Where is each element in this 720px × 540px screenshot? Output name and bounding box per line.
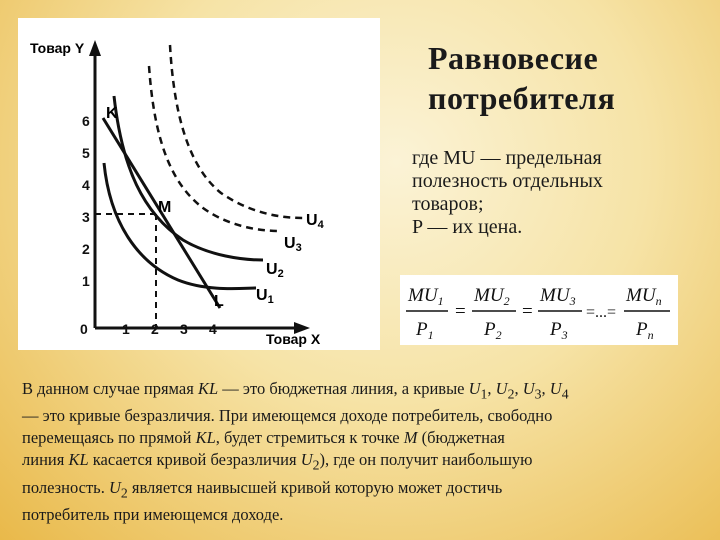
eq-sign-1: = [455, 301, 466, 322]
bottom-line-3: перемещаясь по прямой KL, будет стремиться к точке M (бюджетная [22, 428, 505, 448]
frac3-numerator: $MU_3$ [540, 285, 576, 308]
origin-label: 0 [80, 321, 88, 337]
curve-u1-label: U1 [256, 287, 274, 306]
explanation-paragraph [22, 378, 712, 526]
x-tick-3: 3 [180, 321, 188, 337]
title-line-1: Равновесие [428, 40, 599, 76]
frac1-denominator: $P_1$ [416, 319, 434, 342]
curve-u4 [170, 45, 303, 218]
eq-dots: =...= [586, 304, 617, 321]
frac2-denominator: $P_2$ [484, 319, 502, 342]
description-text [412, 147, 712, 239]
point-k-label: K [106, 105, 118, 122]
x-tick-1: 1 [122, 321, 130, 337]
graph-svg [18, 18, 380, 350]
frac3-denominator: $P_3$ [550, 319, 568, 342]
y-tick-6: 6 [82, 113, 90, 129]
desc-line-1: где MU — предельная [412, 147, 602, 169]
bottom-line-2: — это кривые безразличия. При имеющемся доходе потребитель, свободно [22, 406, 553, 426]
point-l-label: L [214, 293, 224, 310]
fracn-numerator: $MU_n$ [626, 285, 662, 308]
x-tick-4: 4 [209, 321, 217, 337]
curve-u3-label: U3 [284, 235, 302, 254]
bottom-line-6: потребитель при имеющемся доходе. [22, 504, 284, 524]
indifference-curve-graph [18, 18, 380, 350]
equilibrium-formula [400, 275, 678, 345]
x-tick-2: 2 [151, 321, 159, 337]
y-tick-5: 5 [82, 145, 90, 161]
curve-u2 [114, 96, 263, 260]
curve-u2-label: U2 [266, 261, 284, 280]
formula-svg [400, 275, 678, 345]
y-tick-3: 3 [82, 209, 90, 225]
y-tick-2: 2 [82, 241, 90, 257]
x-axis-label: Товар X [266, 331, 321, 347]
bottom-line-1: В данном случае прямая KL — это бюджетная линия, а кривые $U_1$, $U_2$, $U_3$, $U_4$ [22, 379, 569, 402]
y-axis-label: Товар Y [30, 40, 85, 56]
slide-title [428, 38, 708, 118]
point-m-label: M [158, 199, 172, 216]
frac1-numerator: $MU_1$ [408, 285, 444, 308]
desc-line-3: товаров; [412, 193, 484, 215]
y-tick-1: 1 [82, 273, 90, 289]
bottom-line-5: полезность. $U_2$ является наивысшей кривой которую может достичь [22, 477, 503, 500]
y-axis-arrow [89, 40, 101, 56]
curve-u4-label: U4 [306, 212, 324, 231]
title-line-2: потребителя [428, 80, 616, 116]
frac2-numerator: $MU_2$ [474, 285, 510, 308]
eq-sign-2: = [522, 301, 533, 322]
bottom-line-4: линия KL касается кривой безразличия $U_2$), где он получит наибольшую [22, 450, 533, 473]
desc-line-2: полезность отдельных [412, 170, 603, 192]
fracn-denominator: $P_n$ [636, 319, 654, 342]
desc-line-4: P — их цена. [412, 216, 523, 238]
y-tick-4: 4 [82, 177, 90, 193]
